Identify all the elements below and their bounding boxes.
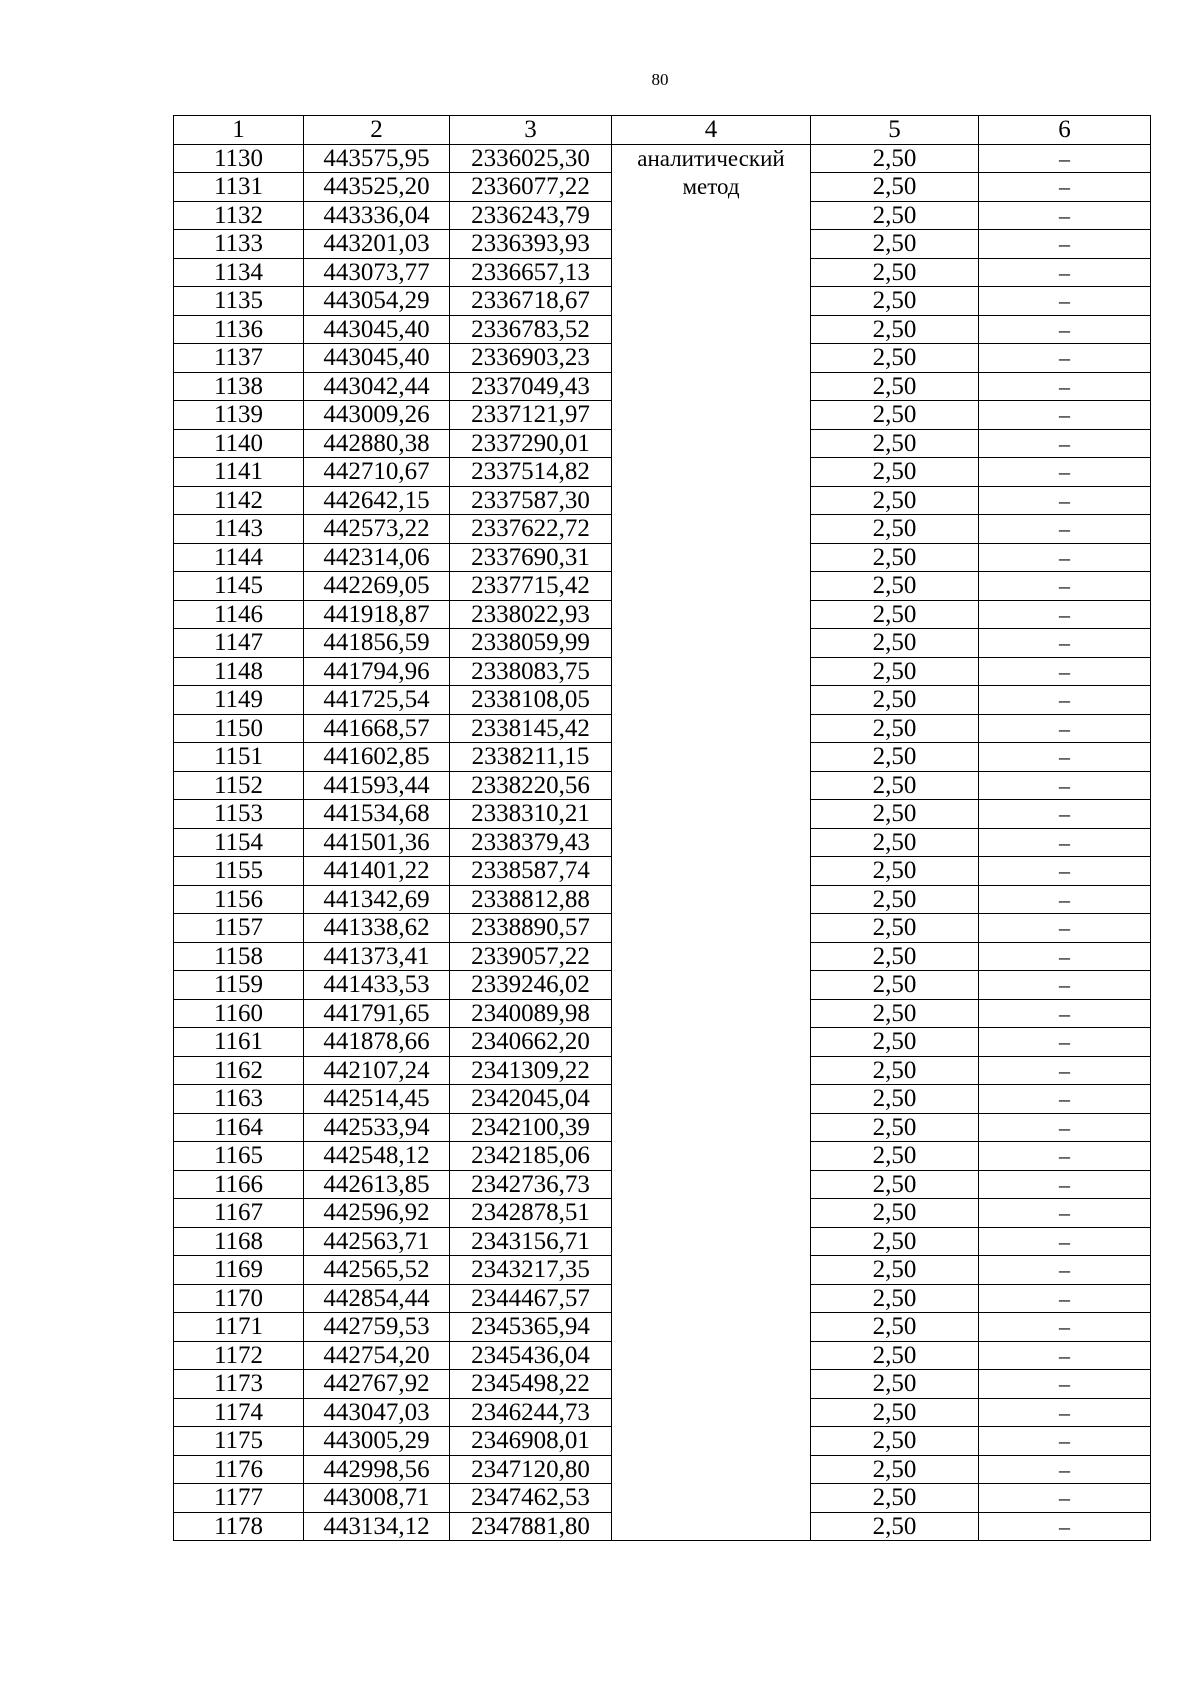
description-cell: – — [979, 1085, 1151, 1114]
point-number-cell: 1147 — [174, 629, 304, 658]
y-coordinate-cell: 2338812,88 — [450, 885, 612, 914]
y-coordinate-cell: 2338211,15 — [450, 743, 612, 772]
y-coordinate-cell: 2338379,43 — [450, 828, 612, 857]
description-cell: – — [979, 1256, 1151, 1285]
x-coordinate-cell: 441338,62 — [304, 914, 450, 943]
point-number-cell: 1169 — [174, 1256, 304, 1285]
y-coordinate-cell: 2338220,56 — [450, 771, 612, 800]
table-row — [174, 144, 1151, 173]
y-coordinate-cell: 2344467,57 — [450, 1284, 612, 1313]
accuracy-cell: 2,50 — [811, 942, 979, 971]
y-coordinate-cell: 2343156,71 — [450, 1227, 612, 1256]
point-number-cell: 1133 — [174, 230, 304, 259]
y-coordinate-cell: 2346908,01 — [450, 1427, 612, 1456]
point-number-cell: 1140 — [174, 429, 304, 458]
description-cell: – — [979, 543, 1151, 572]
column-header: 2 — [304, 116, 450, 145]
point-number-cell: 1176 — [174, 1455, 304, 1484]
accuracy-cell: 2,50 — [811, 600, 979, 629]
y-coordinate-cell: 2345365,94 — [450, 1313, 612, 1342]
point-number-cell: 1165 — [174, 1142, 304, 1171]
description-cell: – — [979, 372, 1151, 401]
description-cell: – — [979, 1484, 1151, 1513]
y-coordinate-cell: 2342736,73 — [450, 1170, 612, 1199]
y-coordinate-cell: 2338059,99 — [450, 629, 612, 658]
point-number-cell: 1152 — [174, 771, 304, 800]
description-cell: – — [979, 1284, 1151, 1313]
accuracy-cell: 2,50 — [811, 572, 979, 601]
x-coordinate-cell: 442533,94 — [304, 1113, 450, 1142]
y-coordinate-cell: 2347881,80 — [450, 1512, 612, 1541]
x-coordinate-cell: 442767,92 — [304, 1370, 450, 1399]
x-coordinate-cell: 441791,65 — [304, 999, 450, 1028]
point-number-cell: 1136 — [174, 315, 304, 344]
description-cell: – — [979, 144, 1151, 173]
point-number-cell: 1175 — [174, 1427, 304, 1456]
point-number-cell: 1163 — [174, 1085, 304, 1114]
description-cell: – — [979, 1028, 1151, 1057]
description-cell: – — [979, 572, 1151, 601]
description-cell: – — [979, 686, 1151, 715]
accuracy-cell: 2,50 — [811, 1284, 979, 1313]
description-cell: – — [979, 828, 1151, 857]
description-cell: – — [979, 486, 1151, 515]
column-header: 3 — [450, 116, 612, 145]
point-number-cell: 1146 — [174, 600, 304, 629]
accuracy-cell: 2,50 — [811, 344, 979, 373]
accuracy-cell: 2,50 — [811, 543, 979, 572]
description-cell: – — [979, 201, 1151, 230]
y-coordinate-cell: 2339057,22 — [450, 942, 612, 971]
x-coordinate-cell: 443042,44 — [304, 372, 450, 401]
point-number-cell: 1161 — [174, 1028, 304, 1057]
point-number-cell: 1143 — [174, 515, 304, 544]
x-coordinate-cell: 443134,12 — [304, 1512, 450, 1541]
column-header: 4 — [612, 116, 811, 145]
x-coordinate-cell: 443073,77 — [304, 258, 450, 287]
accuracy-cell: 2,50 — [811, 1113, 979, 1142]
y-coordinate-cell: 2337514,82 — [450, 458, 612, 487]
accuracy-cell: 2,50 — [811, 1370, 979, 1399]
description-cell: – — [979, 287, 1151, 316]
description-cell: – — [979, 401, 1151, 430]
x-coordinate-cell: 442759,53 — [304, 1313, 450, 1342]
accuracy-cell: 2,50 — [811, 1142, 979, 1171]
description-cell: – — [979, 971, 1151, 1000]
x-coordinate-cell: 443008,71 — [304, 1484, 450, 1513]
accuracy-cell: 2,50 — [811, 401, 979, 430]
description-cell: – — [979, 600, 1151, 629]
accuracy-cell: 2,50 — [811, 144, 979, 173]
x-coordinate-cell: 443005,29 — [304, 1427, 450, 1456]
point-number-cell: 1158 — [174, 942, 304, 971]
point-number-cell: 1166 — [174, 1170, 304, 1199]
description-cell: – — [979, 1113, 1151, 1142]
point-number-cell: 1151 — [174, 743, 304, 772]
x-coordinate-cell: 441433,53 — [304, 971, 450, 1000]
description-cell: – — [979, 1056, 1151, 1085]
point-number-cell: 1173 — [174, 1370, 304, 1399]
point-number-cell: 1148 — [174, 657, 304, 686]
x-coordinate-cell: 442998,56 — [304, 1455, 450, 1484]
description-cell: – — [979, 344, 1151, 373]
point-number-cell: 1154 — [174, 828, 304, 857]
accuracy-cell: 2,50 — [811, 857, 979, 886]
point-number-cell: 1145 — [174, 572, 304, 601]
x-coordinate-cell: 442269,05 — [304, 572, 450, 601]
x-coordinate-cell: 442710,67 — [304, 458, 450, 487]
y-coordinate-cell: 2337690,31 — [450, 543, 612, 572]
x-coordinate-cell: 442880,38 — [304, 429, 450, 458]
accuracy-cell: 2,50 — [811, 657, 979, 686]
point-number-cell: 1162 — [174, 1056, 304, 1085]
point-number-cell: 1134 — [174, 258, 304, 287]
accuracy-cell: 2,50 — [811, 372, 979, 401]
y-coordinate-cell: 2337049,43 — [450, 372, 612, 401]
y-coordinate-cell: 2338145,42 — [450, 714, 612, 743]
description-cell: – — [979, 1341, 1151, 1370]
accuracy-cell: 2,50 — [811, 828, 979, 857]
column-header: 1 — [174, 116, 304, 145]
accuracy-cell: 2,50 — [811, 201, 979, 230]
point-number-cell: 1177 — [174, 1484, 304, 1513]
x-coordinate-cell: 442314,06 — [304, 543, 450, 572]
y-coordinate-cell: 2337587,30 — [450, 486, 612, 515]
coordinates-table — [173, 115, 1151, 1541]
y-coordinate-cell: 2338587,74 — [450, 857, 612, 886]
point-number-cell: 1149 — [174, 686, 304, 715]
point-number-cell: 1132 — [174, 201, 304, 230]
accuracy-cell: 2,50 — [811, 458, 979, 487]
y-coordinate-cell: 2336718,67 — [450, 287, 612, 316]
x-coordinate-cell: 442573,22 — [304, 515, 450, 544]
x-coordinate-cell: 441668,57 — [304, 714, 450, 743]
point-number-cell: 1172 — [174, 1341, 304, 1370]
description-cell: – — [979, 458, 1151, 487]
y-coordinate-cell: 2340089,98 — [450, 999, 612, 1028]
x-coordinate-cell: 441401,22 — [304, 857, 450, 886]
x-coordinate-cell: 442754,20 — [304, 1341, 450, 1370]
y-coordinate-cell: 2338310,21 — [450, 800, 612, 829]
accuracy-cell: 2,50 — [811, 1512, 979, 1541]
point-number-cell: 1150 — [174, 714, 304, 743]
y-coordinate-cell: 2341309,22 — [450, 1056, 612, 1085]
y-coordinate-cell: 2336903,23 — [450, 344, 612, 373]
point-number-cell: 1135 — [174, 287, 304, 316]
x-coordinate-cell: 443575,95 — [304, 144, 450, 173]
accuracy-cell: 2,50 — [811, 885, 979, 914]
accuracy-cell: 2,50 — [811, 971, 979, 1000]
description-cell: – — [979, 1199, 1151, 1228]
header-row — [174, 116, 1151, 145]
column-header: 5 — [811, 116, 979, 145]
x-coordinate-cell: 442548,12 — [304, 1142, 450, 1171]
accuracy-cell: 2,50 — [811, 429, 979, 458]
description-cell: – — [979, 743, 1151, 772]
accuracy-cell: 2,50 — [811, 287, 979, 316]
description-cell: – — [979, 629, 1151, 658]
y-coordinate-cell: 2345436,04 — [450, 1341, 612, 1370]
x-coordinate-cell: 443045,40 — [304, 344, 450, 373]
description-cell: – — [979, 885, 1151, 914]
accuracy-cell: 2,50 — [811, 999, 979, 1028]
x-coordinate-cell: 443047,03 — [304, 1398, 450, 1427]
y-coordinate-cell: 2338022,93 — [450, 600, 612, 629]
accuracy-cell: 2,50 — [811, 315, 979, 344]
y-coordinate-cell: 2339246,02 — [450, 971, 612, 1000]
point-number-cell: 1157 — [174, 914, 304, 943]
y-coordinate-cell: 2336393,93 — [450, 230, 612, 259]
description-cell: – — [979, 771, 1151, 800]
y-coordinate-cell: 2342185,06 — [450, 1142, 612, 1171]
accuracy-cell: 2,50 — [811, 714, 979, 743]
x-coordinate-cell: 441602,85 — [304, 743, 450, 772]
description-cell: – — [979, 1512, 1151, 1541]
description-cell: – — [979, 1398, 1151, 1427]
method-cell: аналитический метод — [612, 144, 811, 1541]
table-body — [174, 144, 1151, 1541]
accuracy-cell: 2,50 — [811, 486, 979, 515]
x-coordinate-cell: 443336,04 — [304, 201, 450, 230]
page-number: 80 — [651, 70, 669, 89]
x-coordinate-cell: 443045,40 — [304, 315, 450, 344]
y-coordinate-cell: 2347120,80 — [450, 1455, 612, 1484]
point-number-cell: 1130 — [174, 144, 304, 173]
y-coordinate-cell: 2342045,04 — [450, 1085, 612, 1114]
accuracy-cell: 2,50 — [811, 743, 979, 772]
accuracy-cell: 2,50 — [811, 1484, 979, 1513]
description-cell: – — [979, 258, 1151, 287]
point-number-cell: 1159 — [174, 971, 304, 1000]
x-coordinate-cell: 441534,68 — [304, 800, 450, 829]
accuracy-cell: 2,50 — [811, 1056, 979, 1085]
point-number-cell: 1137 — [174, 344, 304, 373]
x-coordinate-cell: 441373,41 — [304, 942, 450, 971]
y-coordinate-cell: 2337121,97 — [450, 401, 612, 430]
x-coordinate-cell: 442514,45 — [304, 1085, 450, 1114]
point-number-cell: 1171 — [174, 1313, 304, 1342]
description-cell: – — [979, 1455, 1151, 1484]
point-number-cell: 1138 — [174, 372, 304, 401]
x-coordinate-cell: 442854,44 — [304, 1284, 450, 1313]
y-coordinate-cell: 2345498,22 — [450, 1370, 612, 1399]
x-coordinate-cell: 443201,03 — [304, 230, 450, 259]
y-coordinate-cell: 2336657,13 — [450, 258, 612, 287]
x-coordinate-cell: 442642,15 — [304, 486, 450, 515]
accuracy-cell: 2,50 — [811, 686, 979, 715]
accuracy-cell: 2,50 — [811, 914, 979, 943]
point-number-cell: 1155 — [174, 857, 304, 886]
x-coordinate-cell: 442613,85 — [304, 1170, 450, 1199]
accuracy-cell: 2,50 — [811, 230, 979, 259]
description-cell: – — [979, 1370, 1151, 1399]
x-coordinate-cell: 442107,24 — [304, 1056, 450, 1085]
x-coordinate-cell: 441725,54 — [304, 686, 450, 715]
y-coordinate-cell: 2336783,52 — [450, 315, 612, 344]
point-number-cell: 1156 — [174, 885, 304, 914]
accuracy-cell: 2,50 — [811, 800, 979, 829]
description-cell: – — [979, 230, 1151, 259]
y-coordinate-cell: 2337622,72 — [450, 515, 612, 544]
point-number-cell: 1160 — [174, 999, 304, 1028]
point-number-cell: 1131 — [174, 173, 304, 202]
description-cell: – — [979, 1313, 1151, 1342]
description-cell: – — [979, 657, 1151, 686]
y-coordinate-cell: 2340662,20 — [450, 1028, 612, 1057]
accuracy-cell: 2,50 — [811, 1455, 979, 1484]
x-coordinate-cell: 441342,69 — [304, 885, 450, 914]
y-coordinate-cell: 2337715,42 — [450, 572, 612, 601]
accuracy-cell: 2,50 — [811, 1398, 979, 1427]
accuracy-cell: 2,50 — [811, 173, 979, 202]
point-number-cell: 1141 — [174, 458, 304, 487]
point-number-cell: 1167 — [174, 1199, 304, 1228]
description-cell: – — [979, 315, 1151, 344]
point-number-cell: 1153 — [174, 800, 304, 829]
description-cell: – — [979, 1142, 1151, 1171]
y-coordinate-cell: 2338108,05 — [450, 686, 612, 715]
x-coordinate-cell: 442596,92 — [304, 1199, 450, 1228]
y-coordinate-cell: 2338083,75 — [450, 657, 612, 686]
description-cell: – — [979, 515, 1151, 544]
point-number-cell: 1168 — [174, 1227, 304, 1256]
y-coordinate-cell: 2342100,39 — [450, 1113, 612, 1142]
accuracy-cell: 2,50 — [811, 1028, 979, 1057]
x-coordinate-cell: 441794,96 — [304, 657, 450, 686]
y-coordinate-cell: 2347462,53 — [450, 1484, 612, 1513]
accuracy-cell: 2,50 — [811, 771, 979, 800]
point-number-cell: 1139 — [174, 401, 304, 430]
y-coordinate-cell: 2338890,57 — [450, 914, 612, 943]
accuracy-cell: 2,50 — [811, 629, 979, 658]
description-cell: – — [979, 1170, 1151, 1199]
y-coordinate-cell: 2346244,73 — [450, 1398, 612, 1427]
description-cell: – — [979, 914, 1151, 943]
point-number-cell: 1178 — [174, 1512, 304, 1541]
column-header: 6 — [979, 116, 1151, 145]
x-coordinate-cell: 441501,36 — [304, 828, 450, 857]
accuracy-cell: 2,50 — [811, 515, 979, 544]
y-coordinate-cell: 2336243,79 — [450, 201, 612, 230]
description-cell: – — [979, 714, 1151, 743]
y-coordinate-cell: 2337290,01 — [450, 429, 612, 458]
x-coordinate-cell: 441878,66 — [304, 1028, 450, 1057]
description-cell: – — [979, 429, 1151, 458]
description-cell: – — [979, 942, 1151, 971]
description-cell: – — [979, 800, 1151, 829]
point-number-cell: 1170 — [174, 1284, 304, 1313]
x-coordinate-cell: 443009,26 — [304, 401, 450, 430]
point-number-cell: 1174 — [174, 1398, 304, 1427]
description-cell: – — [979, 1427, 1151, 1456]
accuracy-cell: 2,50 — [811, 1170, 979, 1199]
accuracy-cell: 2,50 — [811, 1199, 979, 1228]
point-number-cell: 1142 — [174, 486, 304, 515]
accuracy-cell: 2,50 — [811, 1427, 979, 1456]
accuracy-cell: 2,50 — [811, 1256, 979, 1285]
x-coordinate-cell: 443054,29 — [304, 287, 450, 316]
x-coordinate-cell: 442563,71 — [304, 1227, 450, 1256]
accuracy-cell: 2,50 — [811, 1227, 979, 1256]
accuracy-cell: 2,50 — [811, 1085, 979, 1114]
y-coordinate-cell: 2343217,35 — [450, 1256, 612, 1285]
y-coordinate-cell: 2336025,30 — [450, 144, 612, 173]
description-cell: – — [979, 173, 1151, 202]
accuracy-cell: 2,50 — [811, 258, 979, 287]
x-coordinate-cell: 442565,52 — [304, 1256, 450, 1285]
description-cell: – — [979, 1227, 1151, 1256]
point-number-cell: 1144 — [174, 543, 304, 572]
point-number-cell: 1164 — [174, 1113, 304, 1142]
x-coordinate-cell: 443525,20 — [304, 173, 450, 202]
description-cell: – — [979, 857, 1151, 886]
x-coordinate-cell: 441856,59 — [304, 629, 450, 658]
y-coordinate-cell: 2342878,51 — [450, 1199, 612, 1228]
y-coordinate-cell: 2336077,22 — [450, 173, 612, 202]
x-coordinate-cell: 441918,87 — [304, 600, 450, 629]
description-cell: – — [979, 999, 1151, 1028]
accuracy-cell: 2,50 — [811, 1341, 979, 1370]
accuracy-cell: 2,50 — [811, 1313, 979, 1342]
x-coordinate-cell: 441593,44 — [304, 771, 450, 800]
